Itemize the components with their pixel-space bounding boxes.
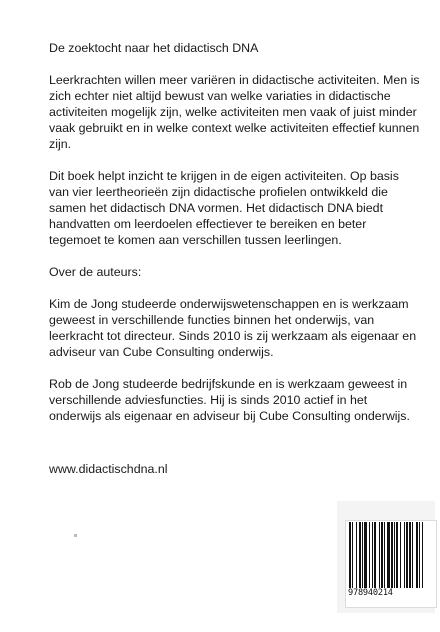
barcode-bar [387,522,390,588]
barcode-bar [356,522,357,588]
author-kim-bio: Kim de Jong studeerde onderwijswetenschappen en is werkzaam geweest in verschillende functies binnen het onderwijs, van leerkracht tot directeur. Sinds 2010 is zij werkzaam als eigenaar en adviseur van Cube Consulting onderwijs. [49,297,417,359]
barcode-bar [404,522,405,588]
barcode-bar [349,522,351,588]
barcode-bar [379,522,380,588]
barcode-bar [374,522,376,588]
barcode-bar [409,522,411,588]
barcode-bar [364,522,367,588]
barcode-bar [352,522,353,588]
author-rob-bio: Rob de Jong studeerde bedrijfskunde en is werkzaam geweest in verschillende adviesfuncties. Hij is sinds 2010 actief in het onderwijs als eigenaar en adviseur bij Cube Consulting onderwijs. [49,377,410,423]
small-mark [74,534,77,537]
barcode-bar [384,522,385,588]
barcode-bar [394,522,395,588]
barcode-bar [391,522,393,588]
cover-text [49,40,421,440]
barcode-bar [406,522,408,588]
website-link: www.didactischdna.nl [49,462,168,476]
barcode-bar [400,522,401,588]
barcode-bars [349,522,433,588]
book-description-paragraph: Dit boek helpt inzicht te krijgen in de eigen activiteiten. Op basis van vier leertheorieën zijn didactische profielen ontwikkeld die samen het didactisch DNA vormen. Het didactisch DNA biedt handvatten om leerdoelen effectiever te bereiken en beter tegemoet te komen aan verschillen tussen leerlingen. [49,169,399,247]
authors-heading: Over de auteurs: [49,265,142,279]
barcode-bar [422,522,423,588]
isbn-number: 978940214 [348,588,434,598]
barcode-bar [369,522,370,588]
barcode-bar [359,522,361,588]
barcode-bar [416,522,418,588]
barcode-bar [396,522,398,588]
barcode-bar [419,522,420,588]
book-title: De zoektocht naar het didactisch DNA [49,41,259,55]
barcode-bar [362,522,363,588]
intro-paragraph: Leerkrachten willen meer variëren in didactische activiteiten. Men is zich echter niet altijd bewust van welke variaties in didactische activiteiten mogelijk zijn, welke activiteiten men vaak of juist minder vaak gebruikt en in welke context welke activiteiten effectief kunnen zijn. [49,73,420,151]
barcode-bar [412,522,413,588]
barcode-bar [372,522,373,588]
barcode-bar [381,522,383,588]
